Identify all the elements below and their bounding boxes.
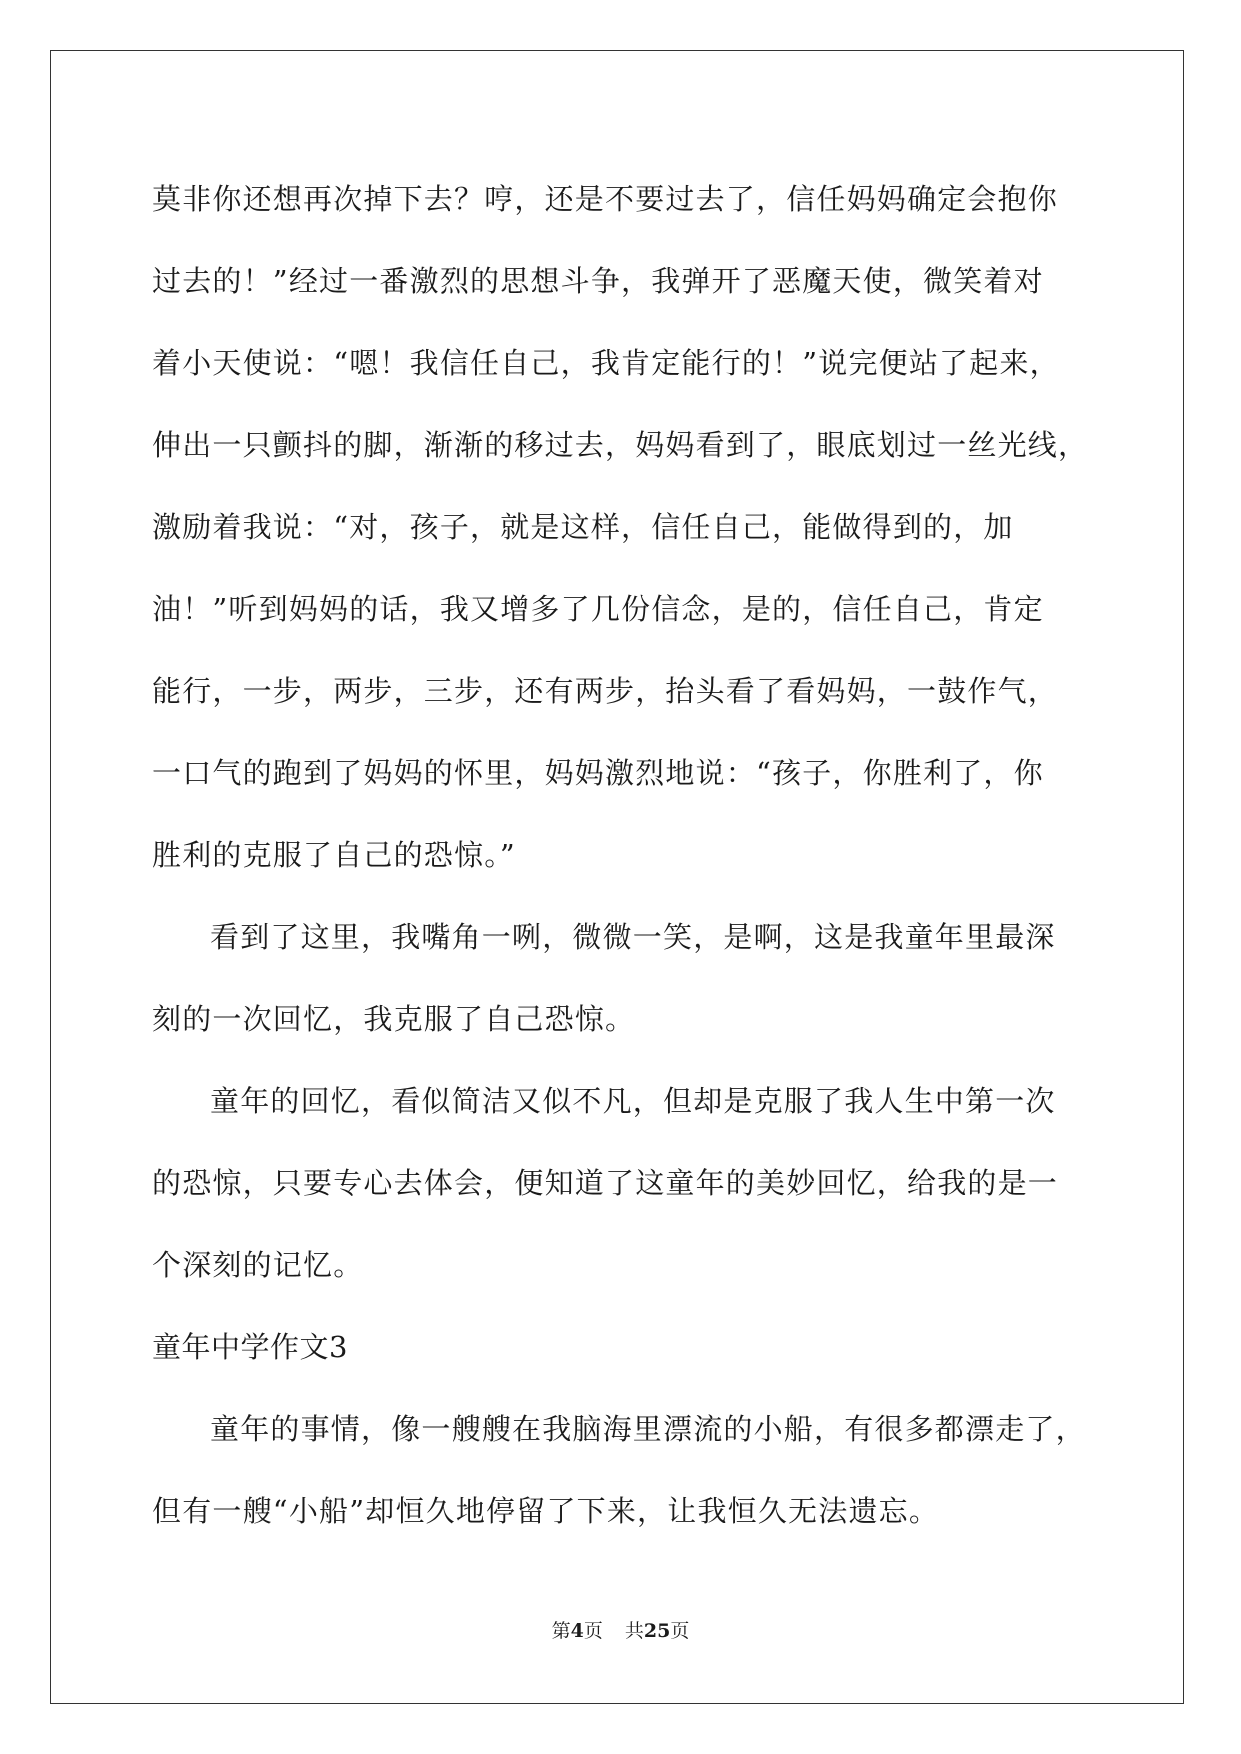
document-body <box>152 158 1120 1552</box>
text-line: 胜利的克服了自己的恐惊。” <box>152 838 516 872</box>
section-heading: 童年中学作文3 <box>152 1330 348 1364</box>
page-suffix: 页 <box>583 1620 603 1642</box>
text-line: 莫非你还想再次掉下去？哼，还是不要过去了，信任妈妈确定会抱你 <box>152 182 1059 216</box>
text-line: 个深刻的记忆。 <box>152 1248 364 1282</box>
text-line: 一口气的跑到了妈妈的怀里，妈妈激烈地说：“孩子，你胜利了，你 <box>152 756 1044 790</box>
paragraph-first-line: 看到了这里，我嘴角一咧，微微一笑，是啊，这是我童年里最深 <box>210 920 1056 954</box>
paragraph-first-line: 童年的回忆，看似简洁又似不凡，但却是克服了我人生中第一次 <box>210 1084 1056 1118</box>
text-line: 油！”听到妈妈的话，我又增多了几份信念，是的，信任自己，肯定 <box>152 592 1044 626</box>
text-line: 着小天使说：“嗯！我信任自己，我肯定能行的！”说完便站了起来， <box>152 346 1060 380</box>
page-footer <box>0 1616 1241 1643</box>
text-line: 能行，一步，两步，三步，还有两步，抬头看了看妈妈，一鼓作气， <box>152 674 1059 708</box>
text-line: 激励着我说：“对，孩子，就是这样，信任自己，能做得到的，加 <box>152 510 1014 544</box>
paragraph-first-line: 童年的事情，像一艘艘在我脑海里漂流的小船，有很多都漂走了， <box>210 1412 1086 1446</box>
text-line: 刻的一次回忆，我克服了自己恐惊。 <box>152 1002 636 1036</box>
page-number: 4 <box>570 1620 584 1642</box>
page-prefix: 第 <box>551 1620 571 1642</box>
text-line: 的恐惊，只要专心去体会，便知道了这童年的美妙回忆，给我的是一 <box>152 1166 1059 1200</box>
total-pages: 25 <box>643 1620 671 1642</box>
total-suffix: 页 <box>670 1620 690 1642</box>
text-line: 但有一艘“小船”却恒久地停留了下来，让我恒久无法遗忘。 <box>152 1494 940 1528</box>
text-line: 过去的！”经过一番激烈的思想斗争，我弹开了恶魔天使，微笑着对 <box>152 264 1044 298</box>
text-line: 伸出一只颤抖的脚，渐渐的移过去，妈妈看到了，眼底划过一丝光线， <box>152 428 1089 462</box>
total-prefix: 共 <box>624 1620 644 1642</box>
